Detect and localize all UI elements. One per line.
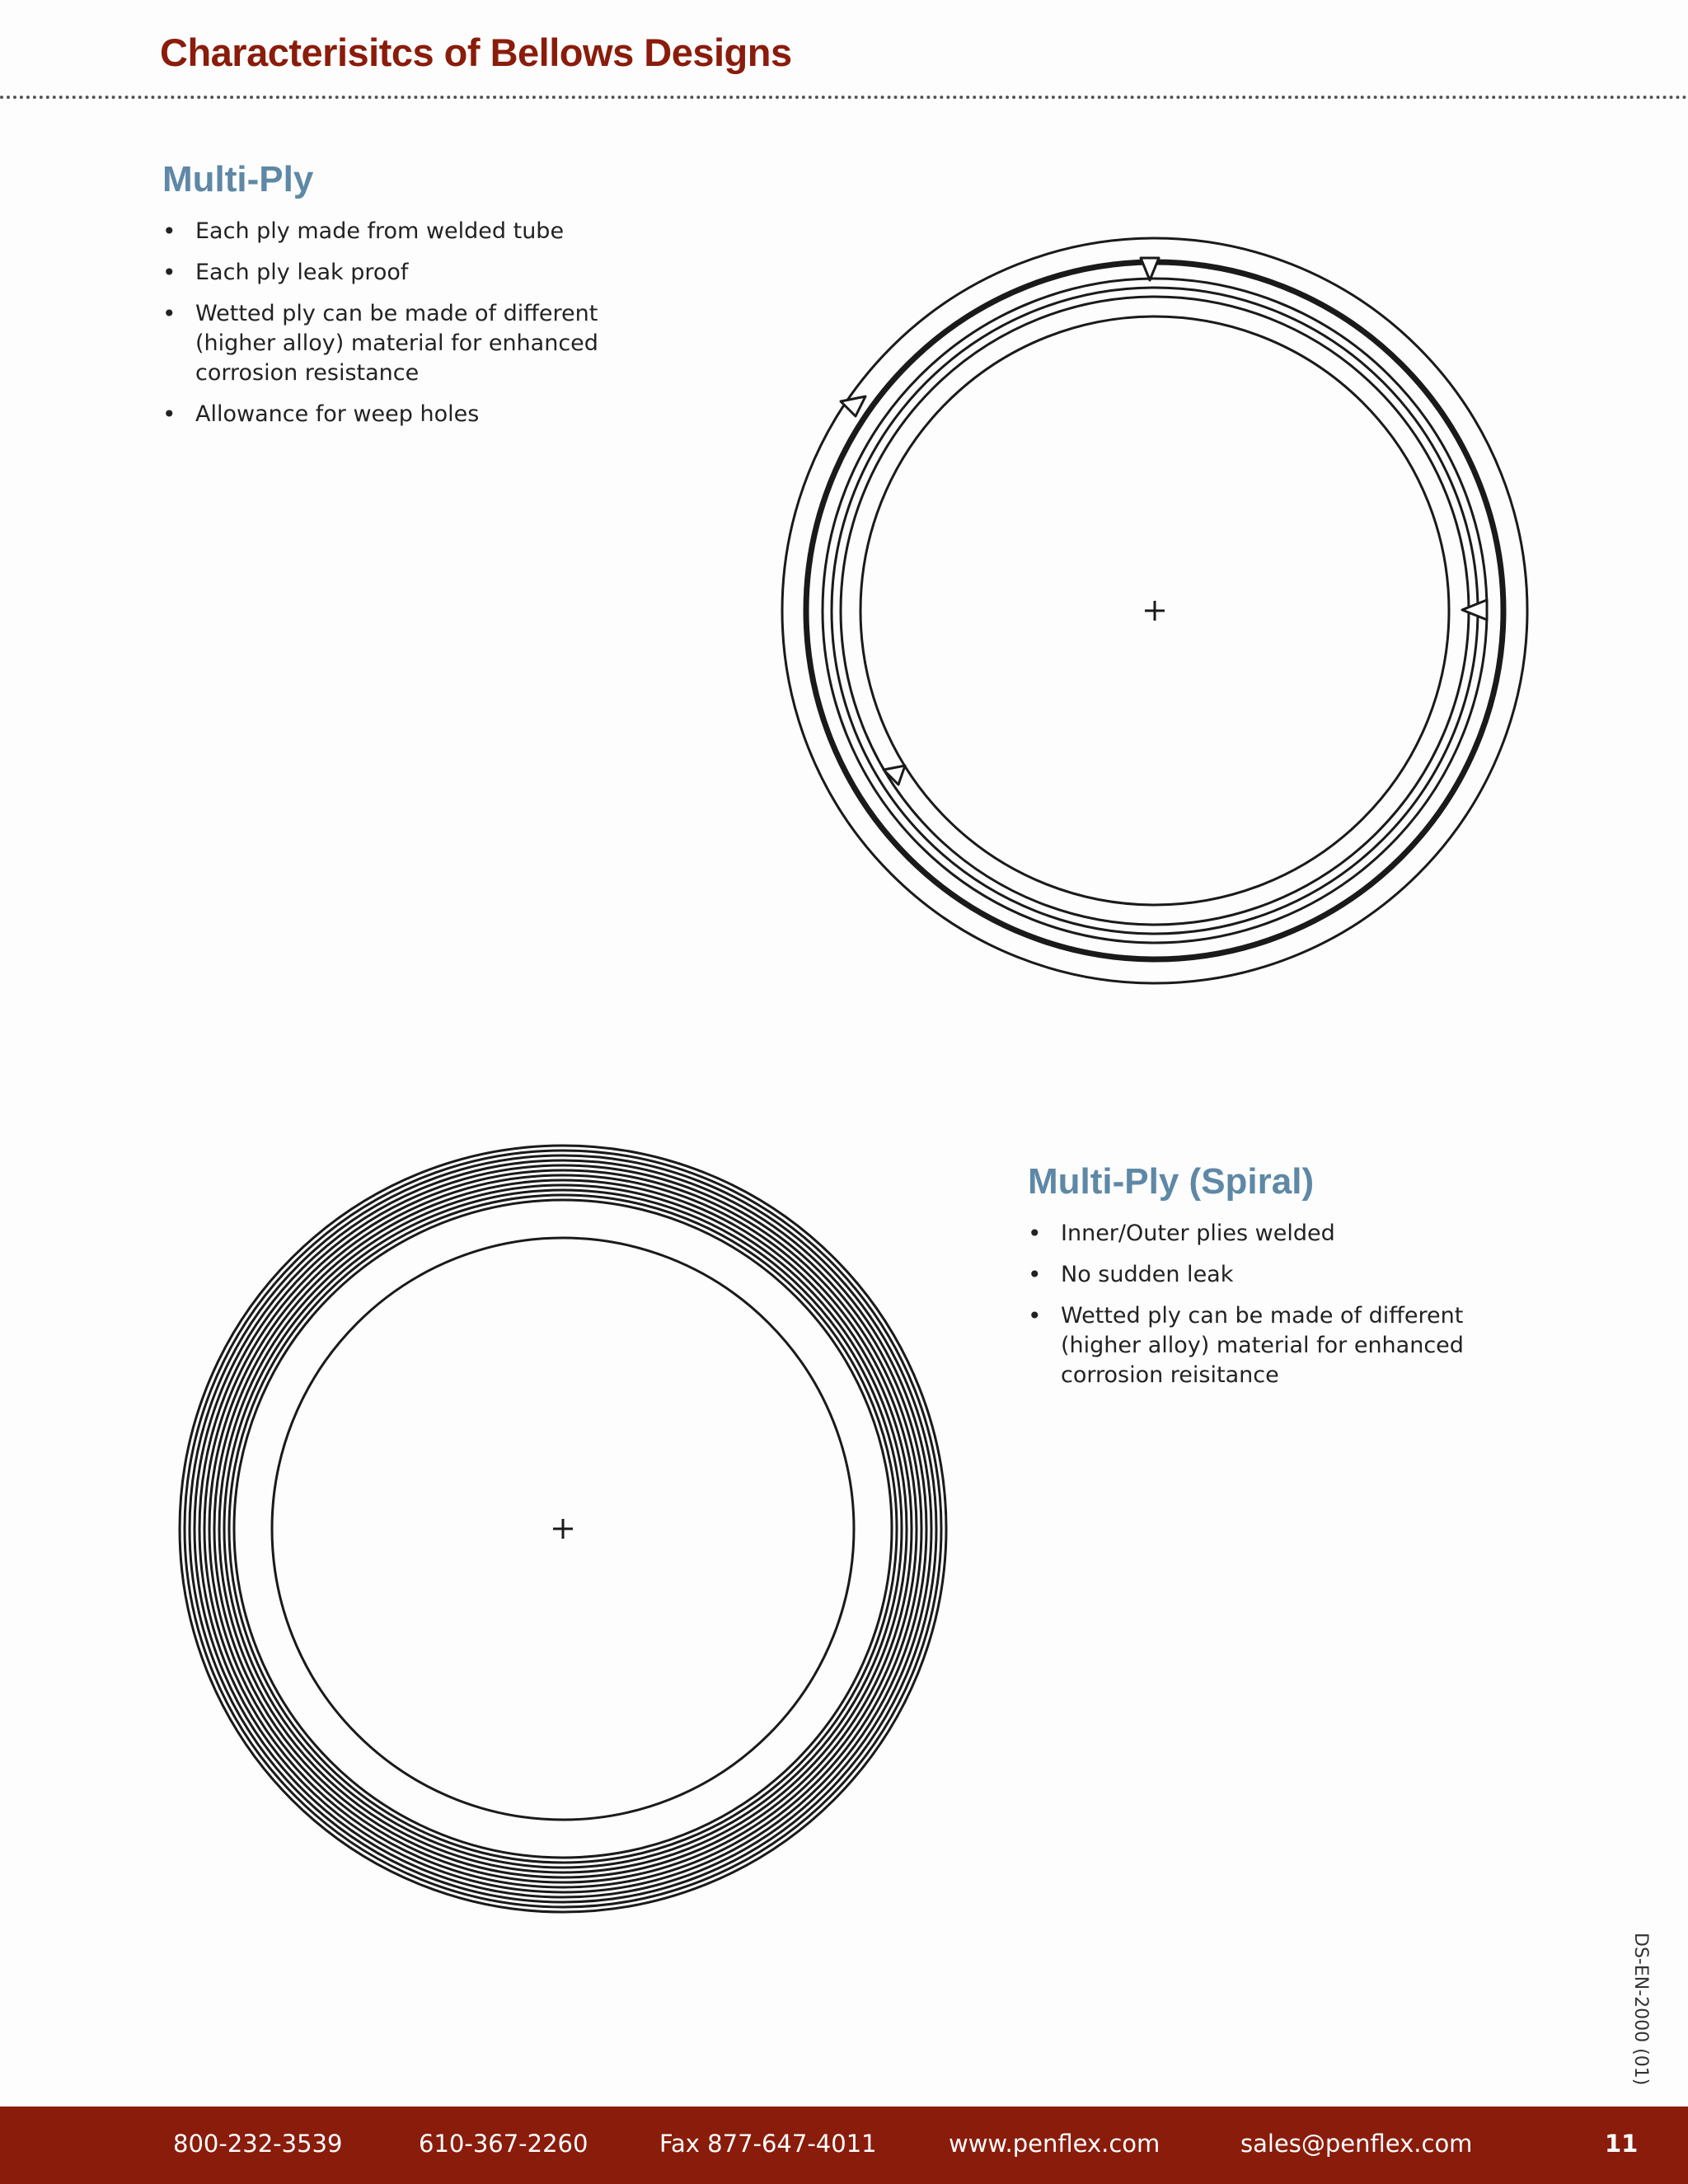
footer-phone-1[interactable]: 800-232-3539 [173,2130,343,2158]
document-code: DS-EN-2000 (01) [1630,1933,1651,2086]
multi-ply-bullet-list [162,217,624,441]
section-heading-multi-ply-spiral: Multi-Ply (Spiral) [1028,1161,1315,1202]
weld-marker-icon [1462,600,1487,620]
bullet-item: • No sudden leak [1028,1260,1489,1290]
footer-website-link[interactable]: www.penflex.com [949,2130,1160,2158]
section-heading-multi-ply: Multi-Ply [162,159,314,199]
bullet-item: • Each ply leak proof [162,258,624,288]
header-divider [0,96,1688,99]
weld-marker-icon [841,396,865,416]
bullet-item: • Wetted ply can be made of different (higher alloy) material for enhanced corrosion resistance [162,299,624,388]
page-number: 11 [1605,2130,1639,2158]
weld-marker-icon [1141,258,1159,280]
footer-phone-2[interactable]: 610-367-2260 [419,2130,588,2158]
page-title: Characterisitcs of Bellows Designs [160,30,792,74]
bullet-item: • Each ply made from welded tube [162,217,624,246]
bullet-item: • Wetted ply can be made of different (higher alloy) material for enhanced corrosion reisitance [1028,1301,1489,1390]
center-crosshair-icon [1145,601,1165,621]
footer-bar [0,2107,1688,2184]
bullet-item: • Allowance for weep holes [162,400,624,429]
center-crosshair-icon [553,1519,573,1539]
footer-fax: Fax 877-647-4011 [659,2130,877,2158]
bullet-item: • Inner/Outer plies welded [1028,1219,1489,1249]
spiral-multi-ply-diagram [165,1129,964,1929]
footer-email-link[interactable]: sales@penflex.com [1240,2130,1473,2158]
spiral-bullet-list [1028,1219,1489,1402]
multi-ply-cross-section-diagram [775,235,1533,993]
